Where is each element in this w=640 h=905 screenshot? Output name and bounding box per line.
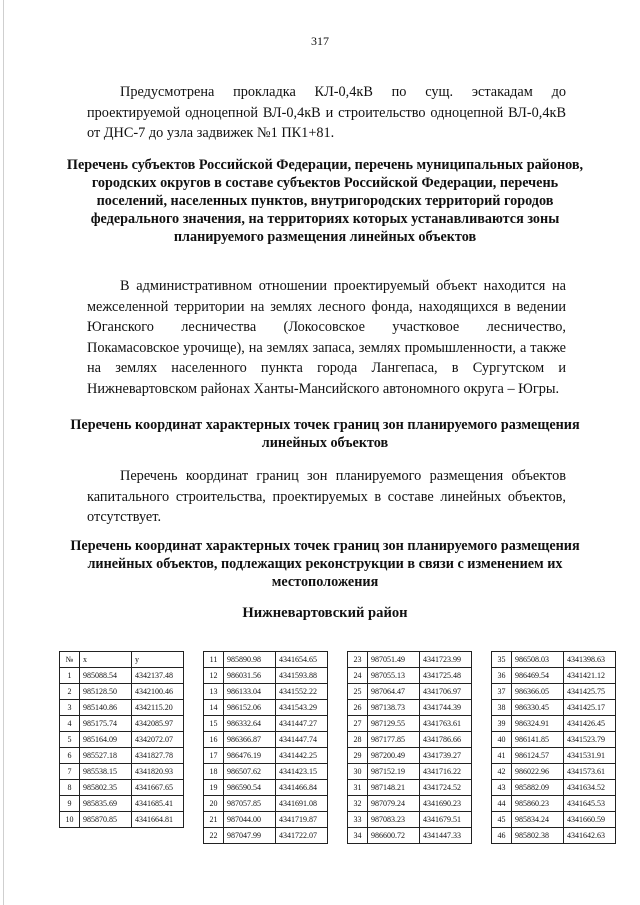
coordinates-table-3 [347, 651, 472, 844]
table-row [204, 700, 328, 716]
header-y: y [132, 652, 184, 668]
point-number: 9 [60, 796, 80, 812]
table-row [492, 812, 616, 828]
y-coordinate: 4341744.39 [420, 700, 472, 716]
x-coordinate: 987044.00 [224, 812, 276, 828]
table-row [348, 828, 472, 844]
y-coordinate: 4341398.63 [564, 652, 616, 668]
x-coordinate: 985088.54 [80, 668, 132, 684]
point-number: 3 [60, 700, 80, 716]
y-coordinate: 4342115.20 [132, 700, 184, 716]
point-number: 25 [348, 684, 368, 700]
y-coordinate: 4341523.79 [564, 732, 616, 748]
y-coordinate: 4342100.46 [132, 684, 184, 700]
y-coordinate: 4341447.74 [276, 732, 328, 748]
table-row [348, 732, 472, 748]
heading-subjects-list: Перечень субъектов Российской Федерации, перечень муниципальных районов, городских округов в составе субъектов Российской Федерации, перечень поселений, населенных пунктов, внутригородских территорий городов федерального значения, на территориях которых устанавливаются зоны планируемого размещения линейных объектов [66, 157, 584, 245]
point-number: 10 [60, 812, 80, 828]
table-row [348, 780, 472, 796]
point-number: 5 [60, 732, 80, 748]
scan-edge-line [3, 0, 4, 905]
point-number: 7 [60, 764, 80, 780]
x-coordinate: 985834.24 [512, 812, 564, 828]
x-coordinate: 986133.04 [224, 684, 276, 700]
y-coordinate: 4342137.48 [132, 668, 184, 684]
table-row [492, 796, 616, 812]
y-coordinate: 4341425.17 [564, 700, 616, 716]
table-row [348, 764, 472, 780]
x-coordinate: 986141.85 [512, 732, 564, 748]
table-row [204, 812, 328, 828]
administrative-paragraph-text: В административном отношении проектируемый объект находится на межселенной территории на землях лесного фонда, находящихся в ведении Юганского лесничества (Локосовское участковое лесничество, Покамасовское урочище), на землях запаса, землях промышленности, а также на землях населенного пункта города Лангепаса, в Сургутском и Нижневартовском районах Ханты-Мансийского автономного округа – Югры. [87, 278, 566, 397]
point-number: 14 [204, 700, 224, 716]
y-coordinate: 4341685.41 [132, 796, 184, 812]
x-coordinate: 985527.18 [80, 748, 132, 764]
x-coordinate: 985802.35 [80, 780, 132, 796]
table-row [204, 780, 328, 796]
y-coordinate: 4341426.45 [564, 716, 616, 732]
point-number: 44 [492, 796, 512, 812]
x-coordinate: 985164.09 [80, 732, 132, 748]
y-coordinate: 4341716.22 [420, 764, 472, 780]
table-row [204, 684, 328, 700]
point-number: 34 [348, 828, 368, 844]
point-number: 22 [204, 828, 224, 844]
point-number: 19 [204, 780, 224, 796]
y-coordinate: 4341423.15 [276, 764, 328, 780]
x-coordinate: 986600.72 [368, 828, 420, 844]
x-coordinate: 986124.57 [512, 748, 564, 764]
point-number: 39 [492, 716, 512, 732]
table-row [348, 668, 472, 684]
table-row [204, 828, 328, 844]
table-row [348, 812, 472, 828]
table-row [204, 652, 328, 668]
point-number: 4 [60, 716, 80, 732]
table-row [492, 668, 616, 684]
x-coordinate: 986324.91 [512, 716, 564, 732]
y-coordinate: 4341719.87 [276, 812, 328, 828]
x-coordinate: 987064.47 [368, 684, 420, 700]
x-coordinate: 986508.03 [512, 652, 564, 668]
y-coordinate: 4341660.59 [564, 812, 616, 828]
table-row [348, 700, 472, 716]
y-coordinate: 4341664.81 [132, 812, 184, 828]
table-header-row [60, 652, 184, 668]
y-coordinate: 4341786.66 [420, 732, 472, 748]
point-number: 26 [348, 700, 368, 716]
point-number: 16 [204, 732, 224, 748]
y-coordinate: 4341642.63 [564, 828, 616, 844]
x-coordinate: 987055.13 [368, 668, 420, 684]
x-coordinate: 986366.87 [224, 732, 276, 748]
point-number: 35 [492, 652, 512, 668]
point-number: 2 [60, 684, 80, 700]
y-coordinate: 4341654.65 [276, 652, 328, 668]
point-number: 36 [492, 668, 512, 684]
point-number: 29 [348, 748, 368, 764]
table-row [60, 812, 184, 828]
x-coordinate: 985175.74 [80, 716, 132, 732]
y-coordinate: 4341634.52 [564, 780, 616, 796]
table-row [60, 668, 184, 684]
coordinates-absent-paragraph [87, 466, 566, 528]
y-coordinate: 4341691.08 [276, 796, 328, 812]
intro-paragraph-text: Предусмотрена прокладка КЛ-0,4кВ по сущ. эстакадам до проектируемой одноцепной ВЛ-0,4кВ и строительство одноцепной ВЛ-0,4кВ от ДНС-7 до узла задвижек №1 ПК1+81. [87, 84, 566, 141]
table-row [60, 700, 184, 716]
x-coordinate: 985890.98 [224, 652, 276, 668]
y-coordinate: 4341645.53 [564, 796, 616, 812]
point-number: 8 [60, 780, 80, 796]
y-coordinate: 4342072.07 [132, 732, 184, 748]
x-coordinate: 986476.19 [224, 748, 276, 764]
x-coordinate: 986152.06 [224, 700, 276, 716]
table-row [204, 716, 328, 732]
x-coordinate: 986332.64 [224, 716, 276, 732]
table-row [204, 668, 328, 684]
x-coordinate: 985860.23 [512, 796, 564, 812]
table-row [492, 716, 616, 732]
point-number: 27 [348, 716, 368, 732]
x-coordinate: 985538.15 [80, 764, 132, 780]
x-coordinate: 986469.54 [512, 668, 564, 684]
point-number: 12 [204, 668, 224, 684]
x-coordinate: 985835.69 [80, 796, 132, 812]
y-coordinate: 4341724.52 [420, 780, 472, 796]
x-coordinate: 985802.38 [512, 828, 564, 844]
point-number: 32 [348, 796, 368, 812]
district-title: Нижневартовский район [242, 605, 408, 621]
y-coordinate: 4341820.93 [132, 764, 184, 780]
point-number: 1 [60, 668, 80, 684]
point-number: 13 [204, 684, 224, 700]
table-row [492, 780, 616, 796]
point-number: 15 [204, 716, 224, 732]
y-coordinate: 4341573.61 [564, 764, 616, 780]
y-coordinate: 4341725.48 [420, 668, 472, 684]
administrative-paragraph [87, 276, 566, 399]
table-row [60, 780, 184, 796]
x-coordinate: 985128.50 [80, 684, 132, 700]
x-coordinate: 987152.19 [368, 764, 420, 780]
y-coordinate: 4341679.51 [420, 812, 472, 828]
y-coordinate: 4341447.33 [420, 828, 472, 844]
x-coordinate: 985870.85 [80, 812, 132, 828]
y-coordinate: 4341421.12 [564, 668, 616, 684]
x-coordinate: 987051.49 [368, 652, 420, 668]
y-coordinate: 4341667.65 [132, 780, 184, 796]
coordinates-table-4 [491, 651, 616, 844]
table-row [60, 796, 184, 812]
y-coordinate: 4341442.25 [276, 748, 328, 764]
table-row [60, 732, 184, 748]
point-number: 20 [204, 796, 224, 812]
x-coordinate: 987200.49 [368, 748, 420, 764]
y-coordinate: 4341425.75 [564, 684, 616, 700]
x-coordinate: 987079.24 [368, 796, 420, 812]
table-row [492, 732, 616, 748]
x-coordinate: 985140.86 [80, 700, 132, 716]
table-row [60, 684, 184, 700]
point-number: 18 [204, 764, 224, 780]
coordinates-table-1 [59, 651, 184, 828]
header-x: x [80, 652, 132, 668]
point-number: 43 [492, 780, 512, 796]
point-number: 33 [348, 812, 368, 828]
y-coordinate: 4341690.23 [420, 796, 472, 812]
point-number: 28 [348, 732, 368, 748]
page-number: 317 [311, 34, 329, 48]
x-coordinate: 987047.99 [224, 828, 276, 844]
point-number: 37 [492, 684, 512, 700]
table-row [492, 764, 616, 780]
heading-reconstruction-coordinates: Перечень координат характерных точек границ зон планируемого размещения линейных объектов, подлежащих реконструкции в связи с изменением их местоположения [70, 538, 580, 590]
y-coordinate: 4341466.84 [276, 780, 328, 796]
point-number: 11 [204, 652, 224, 668]
table-row [492, 748, 616, 764]
table-row [348, 796, 472, 812]
point-number: 17 [204, 748, 224, 764]
x-coordinate: 987177.85 [368, 732, 420, 748]
header-num: № [60, 652, 80, 668]
intro-paragraph [87, 82, 566, 144]
x-coordinate: 985882.09 [512, 780, 564, 796]
x-coordinate: 987129.55 [368, 716, 420, 732]
point-number: 40 [492, 732, 512, 748]
y-coordinate: 4341763.61 [420, 716, 472, 732]
x-coordinate: 986031.56 [224, 668, 276, 684]
y-coordinate: 4341739.27 [420, 748, 472, 764]
x-coordinate: 986507.62 [224, 764, 276, 780]
table-row [348, 716, 472, 732]
y-coordinate: 4341552.22 [276, 684, 328, 700]
x-coordinate: 986022.96 [512, 764, 564, 780]
point-number: 42 [492, 764, 512, 780]
table-row [348, 684, 472, 700]
heading-coordinates-zones: Перечень координат характерных точек границ зон планируемого размещения линейных объектов [70, 417, 580, 451]
table-row [492, 652, 616, 668]
point-number: 30 [348, 764, 368, 780]
point-number: 21 [204, 812, 224, 828]
coordinates-table-2 [203, 651, 328, 844]
table-row [348, 748, 472, 764]
y-coordinate: 4341447.27 [276, 716, 328, 732]
point-number: 38 [492, 700, 512, 716]
point-number: 31 [348, 780, 368, 796]
y-coordinate: 4341722.07 [276, 828, 328, 844]
y-coordinate: 4341723.99 [420, 652, 472, 668]
x-coordinate: 987057.85 [224, 796, 276, 812]
x-coordinate: 986590.54 [224, 780, 276, 796]
point-number: 23 [348, 652, 368, 668]
x-coordinate: 987083.23 [368, 812, 420, 828]
table-row [204, 732, 328, 748]
point-number: 41 [492, 748, 512, 764]
table-row [60, 716, 184, 732]
table-row [492, 700, 616, 716]
table-row [492, 684, 616, 700]
x-coordinate: 987148.21 [368, 780, 420, 796]
point-number: 6 [60, 748, 80, 764]
point-number: 24 [348, 668, 368, 684]
x-coordinate: 986366.05 [512, 684, 564, 700]
y-coordinate: 4341543.29 [276, 700, 328, 716]
table-row [204, 748, 328, 764]
table-row [204, 764, 328, 780]
y-coordinate: 4341706.97 [420, 684, 472, 700]
table-row [60, 764, 184, 780]
table-row [492, 828, 616, 844]
y-coordinate: 4342085.97 [132, 716, 184, 732]
y-coordinate: 4341593.88 [276, 668, 328, 684]
point-number: 45 [492, 812, 512, 828]
point-number: 46 [492, 828, 512, 844]
y-coordinate: 4341827.78 [132, 748, 184, 764]
x-coordinate: 986330.45 [512, 700, 564, 716]
table-row [204, 796, 328, 812]
table-row [60, 748, 184, 764]
y-coordinate: 4341531.91 [564, 748, 616, 764]
x-coordinate: 987138.73 [368, 700, 420, 716]
coordinates-absent-text: Перечень координат границ зон планируемого размещения объектов капитального строительства, проектируемых в составе линейных объектов, отсутствует. [87, 468, 566, 525]
table-row [348, 652, 472, 668]
